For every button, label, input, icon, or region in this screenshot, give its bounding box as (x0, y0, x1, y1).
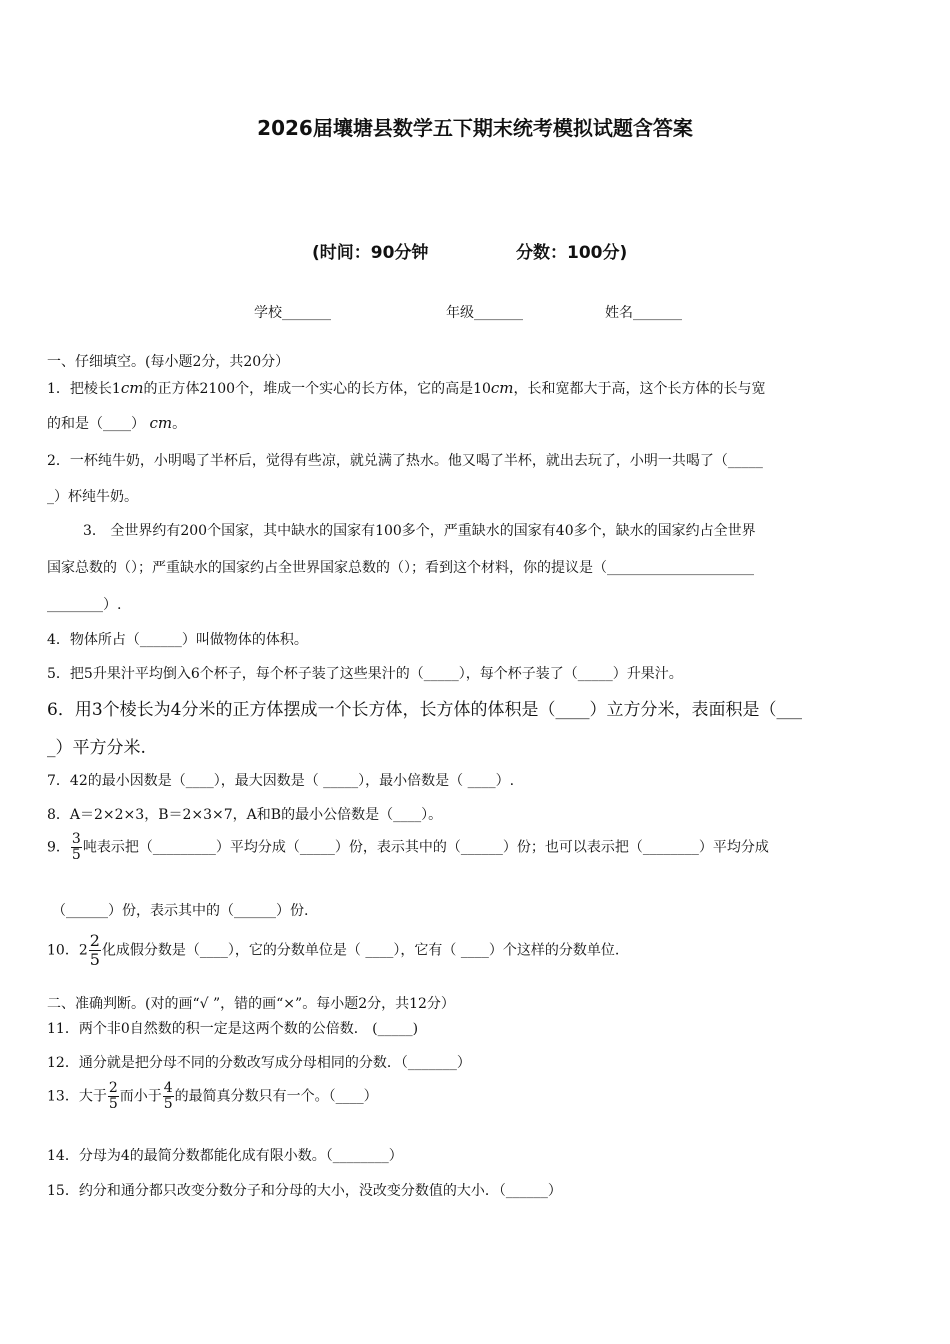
q1-text-b: 的正方体2100个，堆成一个实心的长方体，它的高是10 (143, 381, 491, 397)
fraction-denominator: 5 (89, 950, 100, 969)
question-2-line1: 2．一杯纯牛奶，小明喝了半杯后，觉得有些凉，就兑满了热水。他又喝了半杯，就出去玩了，小明一共喝了（_____ (47, 453, 763, 469)
q1-text-d: 的和是（____） (47, 416, 145, 432)
question-2-line2: _）杯纯牛奶。 (47, 489, 138, 505)
question-5: 5．把5升果汁平均倒入6个杯子，每个杯子装了这些果汁的（_____），每个杯子装了（_____）升果汁。 (47, 666, 683, 682)
question-10 (47, 932, 619, 969)
fraction (163, 1081, 174, 1112)
school-field: 学校_______ (254, 305, 331, 321)
question-12: 12．通分就是把分母不同的分数改写成分母相同的分数．（_______） (47, 1055, 471, 1071)
fraction-numerator: 4 (163, 1080, 173, 1096)
q9-prefix: 9． (47, 839, 70, 856)
question-8: 8．A＝2×2×3，B＝2×3×7，A和B的最小公倍数是（____）。 (47, 807, 443, 823)
question-7: 7．42的最小因数是（____），最大因数是（ _____），最小倍数是（ ____）. (47, 773, 515, 789)
q13-text-c: 的最简真分数只有一个。（____） (174, 1088, 378, 1105)
grade-field: 年级_______ (446, 305, 523, 321)
fraction-numerator: 2 (108, 1080, 118, 1096)
cm-unit: cm (490, 379, 514, 397)
q9-text-a: 吨表示把（_________）平均分成（_____）份，表示其中的（______）份；也可以表示把（________）平均分成 (82, 839, 769, 856)
q1-text-c: ，长和宽都大于高，这个长方体的长与宽 (513, 381, 766, 397)
q10-prefix: 10．2 (47, 942, 88, 959)
q1-text-e: 。 (172, 416, 187, 432)
question-14: 14．分母为4的最简分数都能化成有限小数。（________） (47, 1148, 403, 1164)
question-15: 15．约分和通分都只改变分数分子和分母的大小，没改变分数值的大小．（______） (47, 1183, 562, 1199)
cm-unit: cm (120, 379, 144, 397)
fraction-denominator: 5 (108, 1096, 118, 1112)
cm-unit: cm (149, 414, 173, 432)
question-3-line2: 国家总数的（）；严重缺水的国家约占全世界国家总数的（）；看到这个材料，你的提议是（_____________________ (47, 560, 754, 576)
exam-time: (时间：90分钟 (312, 243, 429, 263)
fraction-denominator: 5 (163, 1096, 173, 1112)
q10-text-a: 化成假分数是（____），它的分数单位是（ ____），它有（ ____）个这样的分数单位. (101, 942, 620, 959)
document-title: 2026届壤塘县数学五下期末统考模拟试题含答案 (257, 116, 693, 140)
question-11: 11．两个非0自然数的积一定是这两个数的公倍数． (_____) (47, 1021, 419, 1037)
section2-heading: 二、准确判断。(对的画“√ ”，错的画“×”。每小题2分，共12分） (47, 996, 455, 1012)
q13-text-a: 13．大于 (47, 1088, 107, 1105)
question-3-line1: 3． 全世界约有200个国家，其中缺水的国家有100多个，严重缺水的国家有40多个，缺水的国家约占全世界 (83, 523, 756, 539)
section1-heading: 一、仔细填空。(每小题2分，共20分） (47, 354, 290, 370)
fraction-denominator: 5 (71, 847, 81, 863)
name-field: 姓名_______ (605, 305, 682, 321)
question-6-line2: _）平方分米. (47, 738, 146, 758)
fraction (89, 932, 101, 969)
question-13 (47, 1081, 378, 1112)
question-9-line1 (47, 832, 769, 863)
question-6-line1: 6．用3个棱长为4分米的正方体摆成一个长方体，长方体的体积是（____）立方分米，表面积是（___ (47, 700, 802, 720)
question-1-line1 (47, 378, 766, 398)
q13-text-b: 而小于 (119, 1088, 162, 1105)
fraction (71, 832, 82, 863)
question-1-line2 (47, 413, 186, 433)
question-9-line2: （______）份，表示其中的（______）份. (52, 903, 309, 919)
q1-text-a: 1．把棱长1 (47, 381, 121, 397)
fraction (108, 1081, 119, 1112)
fraction-numerator: 2 (89, 931, 100, 950)
question-4: 4．物体所占（______）叫做物体的体积。 (47, 632, 308, 648)
question-3-line3: ________）. (47, 597, 122, 613)
fraction-numerator: 3 (71, 831, 81, 847)
exam-score: 分数：100分) (516, 243, 628, 263)
